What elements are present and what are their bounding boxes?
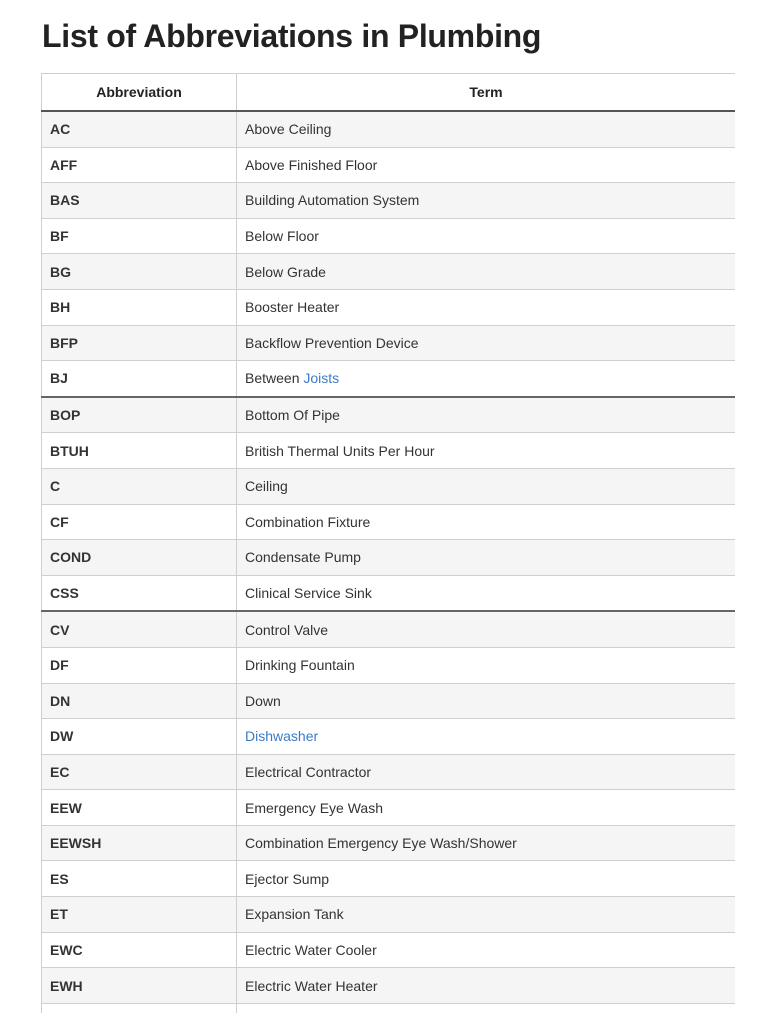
term-cell: Condensate Pump bbox=[237, 540, 736, 576]
term-text: Between bbox=[245, 370, 304, 387]
abbreviation-cell: CV bbox=[42, 611, 237, 647]
term-cell bbox=[237, 1003, 736, 1013]
table-row bbox=[42, 611, 736, 647]
abbreviation-cell: ET bbox=[42, 897, 237, 933]
term-cell: Ejector Sump bbox=[237, 861, 736, 897]
table-row bbox=[42, 111, 736, 147]
page-title: List of Abbreviations in Plumbing bbox=[42, 18, 542, 54]
table-header-row bbox=[42, 74, 736, 112]
column-header-abbreviation: Abbreviation bbox=[42, 74, 237, 112]
abbreviation-cell: BJ bbox=[42, 361, 237, 397]
abbreviation-cell: EWC bbox=[42, 932, 237, 968]
table-row bbox=[42, 468, 736, 504]
table-row-partial bbox=[42, 1003, 736, 1013]
abbreviations-table-container bbox=[41, 73, 735, 1013]
term-cell: Bottom Of Pipe bbox=[237, 397, 736, 433]
abbreviation-cell: EC bbox=[42, 754, 237, 790]
abbreviation-cell: EEWSH bbox=[42, 825, 237, 861]
table-row bbox=[42, 754, 736, 790]
term-cell: Drinking Fountain bbox=[237, 647, 736, 683]
term-cell bbox=[237, 361, 736, 397]
table-row bbox=[42, 932, 736, 968]
table-row bbox=[42, 325, 736, 361]
term-cell: Backflow Prevention Device bbox=[237, 325, 736, 361]
abbreviation-cell: CSS bbox=[42, 575, 237, 611]
abbreviation-cell: DF bbox=[42, 647, 237, 683]
abbreviation-cell: BH bbox=[42, 289, 237, 325]
table-row bbox=[42, 540, 736, 576]
table-row bbox=[42, 361, 736, 397]
term-cell: Expansion Tank bbox=[237, 897, 736, 933]
table-row bbox=[42, 218, 736, 254]
term-cell: Down bbox=[237, 683, 736, 719]
dishwasher-link[interactable]: Dishwasher bbox=[245, 728, 319, 745]
table-row bbox=[42, 683, 736, 719]
table-row bbox=[42, 897, 736, 933]
term-cell: Combination Emergency Eye Wash/Shower bbox=[237, 825, 736, 861]
abbreviation-cell: ES bbox=[42, 861, 237, 897]
table-row bbox=[42, 254, 736, 290]
abbreviation-cell: CF bbox=[42, 504, 237, 540]
abbreviation-cell: BFP bbox=[42, 325, 237, 361]
table-row bbox=[42, 790, 736, 826]
term-cell: Control Valve bbox=[237, 611, 736, 647]
term-cell: Ceiling bbox=[237, 468, 736, 504]
term-cell: Electrical Contractor bbox=[237, 754, 736, 790]
term-cell: Building Automation System bbox=[237, 183, 736, 219]
abbreviation-cell: BTUH bbox=[42, 433, 237, 469]
abbreviation-cell: DW bbox=[42, 719, 237, 755]
abbreviation-cell: AFF bbox=[42, 147, 237, 183]
abbreviation-cell: COND bbox=[42, 540, 237, 576]
abbreviation-cell: BOP bbox=[42, 397, 237, 433]
table-row bbox=[42, 719, 736, 755]
term-cell: Combination Fixture bbox=[237, 504, 736, 540]
abbreviation-cell: BG bbox=[42, 254, 237, 290]
term-cell: Electric Water Heater bbox=[237, 968, 736, 1004]
term-cell: Booster Heater bbox=[237, 289, 736, 325]
term-cell: Electric Water Cooler bbox=[237, 932, 736, 968]
abbreviation-cell: AC bbox=[42, 111, 237, 147]
abbreviation-cell: BAS bbox=[42, 183, 237, 219]
term-cell: Clinical Service Sink bbox=[237, 575, 736, 611]
abbreviation-cell: DN bbox=[42, 683, 237, 719]
abbreviation-cell bbox=[42, 1003, 237, 1013]
term-cell: Above Ceiling bbox=[237, 111, 736, 147]
table-row bbox=[42, 397, 736, 433]
term-cell: Above Finished Floor bbox=[237, 147, 736, 183]
table-row bbox=[42, 433, 736, 469]
table-row bbox=[42, 183, 736, 219]
abbreviation-cell: EWH bbox=[42, 968, 237, 1004]
table-row bbox=[42, 147, 736, 183]
term-cell: Below Grade bbox=[237, 254, 736, 290]
term-cell bbox=[237, 719, 736, 755]
abbreviation-cell: EEW bbox=[42, 790, 237, 826]
abbreviation-cell: BF bbox=[42, 218, 237, 254]
abbreviations-table bbox=[41, 73, 735, 1013]
table-row bbox=[42, 825, 736, 861]
table-row bbox=[42, 968, 736, 1004]
term-cell: Below Floor bbox=[237, 218, 736, 254]
table-row bbox=[42, 504, 736, 540]
term-cell: British Thermal Units Per Hour bbox=[237, 433, 736, 469]
table-row bbox=[42, 575, 736, 611]
joists-link[interactable]: Joists bbox=[303, 370, 340, 387]
term-cell: Emergency Eye Wash bbox=[237, 790, 736, 826]
abbreviation-cell: C bbox=[42, 468, 237, 504]
table-row bbox=[42, 861, 736, 897]
table-row bbox=[42, 647, 736, 683]
column-header-term: Term bbox=[237, 74, 736, 112]
table-row bbox=[42, 289, 736, 325]
